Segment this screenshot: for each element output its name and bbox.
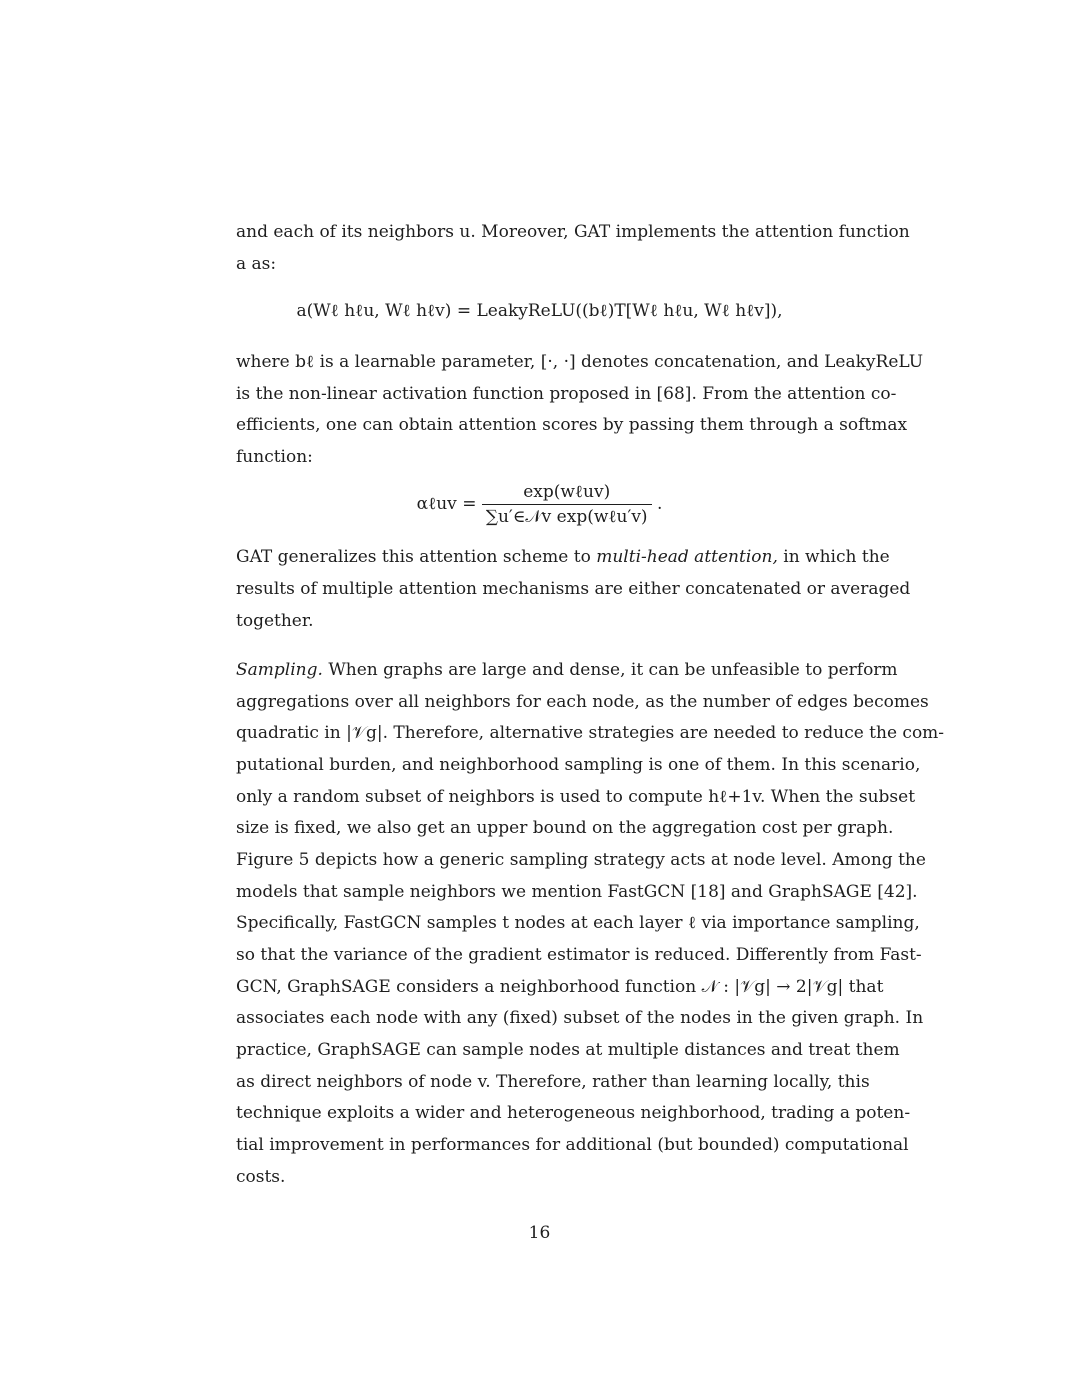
equation-softmax [236,482,843,527]
text-line: tial improvement in performances for additional (but bounded) computational [236,1135,909,1155]
text-line: costs. [236,1167,286,1187]
paragraph-heading-sampling: Sampling. [236,660,323,680]
text-line [236,659,898,681]
page-number: 16 [528,1223,551,1243]
text-segment: in which the [783,547,890,567]
text-line: Specifically, FastGCN samples t nodes at each layer ℓ via importance sampling, [236,913,920,933]
text-line: and each of its neighbors u. Moreover, GAT implements the attention function [236,222,910,242]
text-line: is the non-linear activation function proposed in [68]. From the attention co- [236,384,897,404]
text-line: associates each node with any (fixed) subset of the nodes in the given graph. In [236,1008,924,1028]
text-line: efficients, one can obtain attention scores by passing them through a softmax [236,415,908,435]
text-line: aggregations over all neighbors for each node, as the number of edges becomes [236,692,929,712]
text-line: GCN, GraphSAGE considers a neighborhood function 𝒩 : |𝒱g| → 2|𝒱g| that [236,977,884,997]
text-line: a as: [236,254,277,274]
fraction-numerator: exp(wℓuv) [482,482,652,505]
text-line: size is fixed, we also get an upper bound on the aggregation cost per graph. [236,818,894,838]
text-line: as direct neighbors of node v. Therefore, rather than learning locally, this [236,1072,870,1092]
fraction-denominator: ∑u′∈𝒩v exp(wℓu′v) [485,507,648,527]
text-line: where bℓ is a learnable parameter, [·, ·] denotes concatenation, and LeakyReLU [236,352,924,372]
text-line: practice, GraphSAGE can sample nodes at multiple distances and treat them [236,1040,900,1060]
equation-attention-function: a(Wℓ hℓu, Wℓ hℓv) = LeakyReLU((bℓ)T[Wℓ hℓu, Wℓ hℓv]), [296,301,783,321]
emphasis-multi-head-attention: multi-head attention, [596,547,778,567]
text-line: function: [236,447,313,467]
text-segment: GAT generalizes this attention scheme to [236,547,591,567]
text-line: so that the variance of the gradient estimator is reduced. Differently from Fast- [236,945,922,965]
text-line: quadratic in |𝒱g|. Therefore, alternative strategies are needed to reduce the com- [236,723,945,743]
text-line: only a random subset of neighbors is used to compute hℓ+1v. When the subset [236,787,916,807]
text-line: putational burden, and neighborhood sampling is one of them. In this scenario, [236,755,921,775]
text-line: technique exploits a wider and heterogeneous neighborhood, trading a poten- [236,1103,911,1123]
fraction [482,482,652,527]
text-line: results of multiple attention mechanisms are either concatenated or averaged [236,579,911,599]
text-line [236,546,890,568]
equation-lhs: αℓuv = [416,494,477,514]
text-segment: When graphs are large and dense, it can be unfeasible to perform [328,660,898,680]
text-line: Figure 5 depicts how a generic sampling strategy acts at node level. Among the [236,850,926,870]
text-line: together. [236,611,314,631]
equation-trail: . [656,494,663,514]
text-line: models that sample neighbors we mention FastGCN [18] and GraphSAGE [42]. [236,882,918,902]
